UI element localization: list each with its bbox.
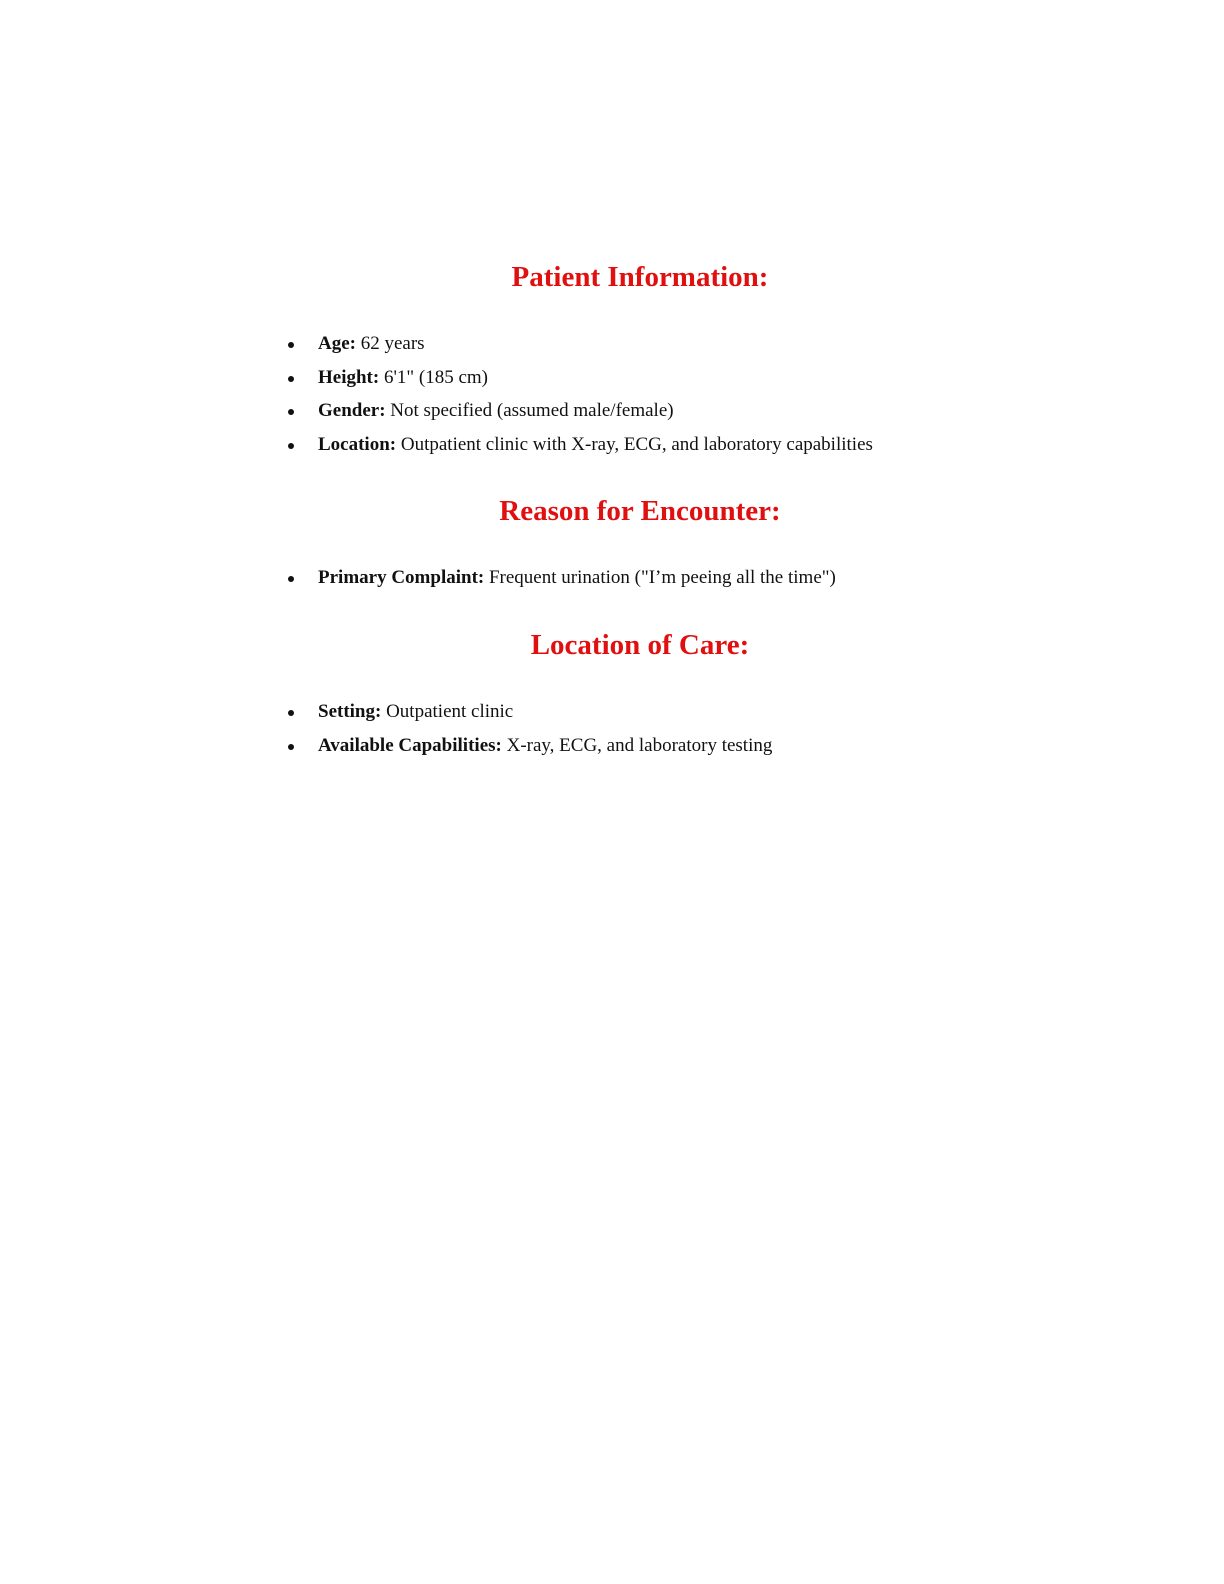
item-value: 62 years (360, 333, 425, 354)
reason-for-encounter-list (270, 561, 1010, 595)
patient-information-list (270, 327, 1010, 461)
bullet-icon (288, 443, 294, 449)
bullet-icon (288, 710, 294, 716)
bullet-icon (288, 744, 294, 750)
item-value: X-ray, ECG, and laboratory testing (506, 734, 773, 756)
location-of-care-heading: Location of Care: (530, 628, 750, 661)
item-value: Not specified (assumed male/female) (390, 400, 674, 422)
reason-for-encounter-heading: Reason for Encounter: (499, 495, 781, 528)
list-item-available-capabilities (270, 729, 1010, 763)
list-item-height (270, 361, 1010, 395)
item-value: Outpatient clinic with X-ray, ECG, and laboratory capabilities (400, 433, 873, 455)
list-item-location (270, 428, 1010, 462)
item-label: Age: (318, 333, 356, 354)
bullet-icon (288, 376, 294, 382)
location-of-care-list (270, 695, 1010, 762)
document-content (270, 255, 1010, 762)
bullet-icon (288, 576, 294, 582)
list-item-primary-complaint (270, 561, 1010, 595)
item-value: 6'1" (185 cm) (383, 366, 489, 388)
item-label: Primary Complaint: (318, 567, 485, 589)
item-label: Location: (318, 433, 397, 455)
list-item-age (270, 327, 1010, 361)
patient-information-heading: Patient Information: (511, 261, 769, 293)
item-value: Frequent urination ("I’m peeing all the time") (488, 567, 836, 589)
section-spacer (270, 461, 1010, 489)
list-item-setting (270, 695, 1010, 729)
section-spacer (270, 595, 1010, 623)
bullet-icon (288, 342, 294, 348)
item-label: Setting: (318, 700, 382, 722)
item-label: Available Capabilities: (318, 734, 502, 756)
item-label: Height: (318, 366, 380, 388)
item-value: Outpatient clinic (386, 700, 514, 722)
list-item-gender (270, 394, 1010, 428)
item-label: Gender: (318, 400, 386, 422)
bullet-icon (288, 409, 294, 415)
